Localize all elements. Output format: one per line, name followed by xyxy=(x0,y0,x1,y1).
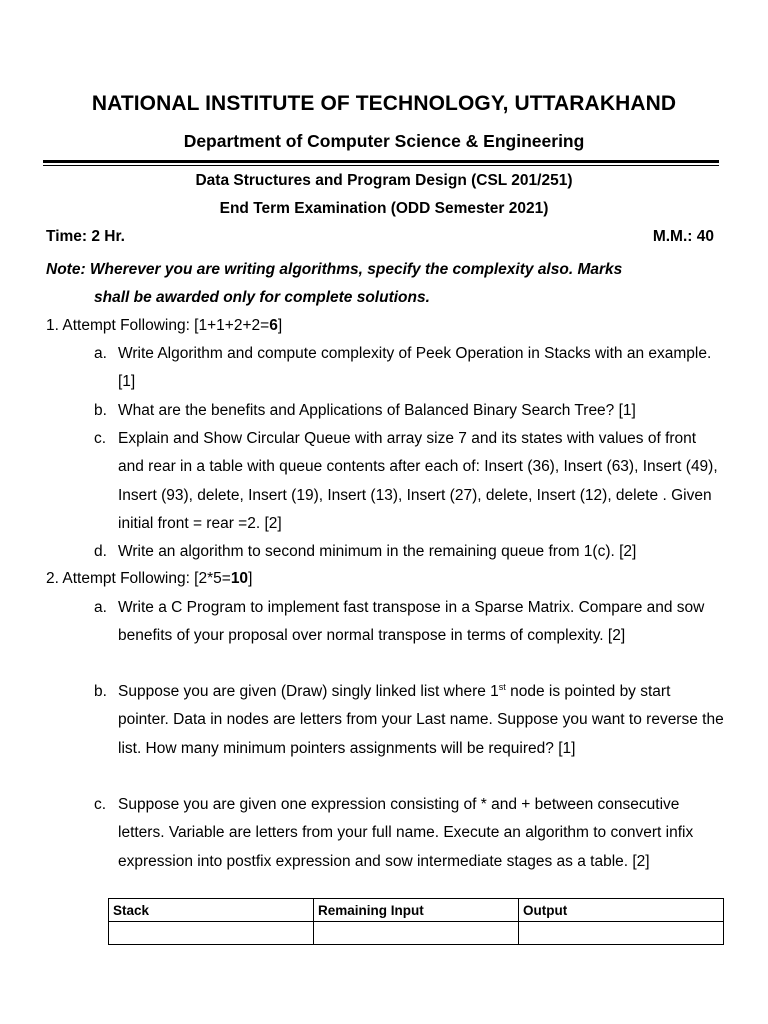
part-label: b. xyxy=(94,402,107,419)
course-title: Data Structures and Program Design (CSL 201/251) xyxy=(195,172,573,189)
question-2-marks: 10 xyxy=(230,570,249,587)
question-2-heading-end: ] xyxy=(248,570,253,587)
conversion-table xyxy=(108,898,724,945)
note-line-2: shall be awarded only for complete solutions. xyxy=(94,289,430,306)
part-text: Write a C Program to implement fast transpose in a Sparse Matrix. Compare and sow benefits of your proposal over normal transpose in terms of complexity. [2] xyxy=(118,599,705,645)
header-rule-thin xyxy=(43,165,719,166)
question-1-heading-end: ] xyxy=(277,317,283,334)
ordinal-suffix: st xyxy=(498,681,506,692)
part-text xyxy=(118,678,724,763)
question-1a xyxy=(94,340,724,397)
question-2b xyxy=(94,678,724,763)
column-header-stack: Stack xyxy=(109,899,314,922)
exam-time: Time: 2 Hr. xyxy=(46,228,125,245)
part-label: c. xyxy=(94,796,107,813)
table-cell-empty xyxy=(109,922,314,945)
part-label: a. xyxy=(94,345,107,362)
question-1-marks: 6 xyxy=(269,317,278,334)
question-2-heading-text: 2. Attempt Following: [2*5= xyxy=(46,570,231,587)
question-2c xyxy=(94,791,724,876)
part-label: c. xyxy=(94,430,107,447)
part-label: b. xyxy=(94,683,107,700)
part-text-end: node is pointed by start pointer. Data in nodes are letters from your Last name. Suppose you want to reverse the list. How many minimum pointers assignments will be required? [1] xyxy=(118,683,724,757)
table-header-row xyxy=(109,899,724,922)
question-2-heading xyxy=(46,565,252,593)
exam-title: End Term Examination (ODD Semester 2021) xyxy=(219,200,549,217)
header-rule-thick xyxy=(43,160,719,163)
question-2a xyxy=(94,594,724,651)
part-text: Explain and Show Circular Queue with array size 7 and its states with values of front and rear in a table with queue contents after each of: Insert (36), Insert (63), Insert (49), Insert (93), delete, Insert (19), Insert (13), Insert (27), delete, Insert (12), delete . Given initial front = rear =2. [2] xyxy=(118,430,718,532)
part-text: Write an algorithm to second minimum in the remaining queue from 1(c). [2] xyxy=(118,543,637,560)
department-name: Department of Computer Science & Engineering xyxy=(183,131,585,151)
part-label: a. xyxy=(94,599,107,616)
column-header-remaining-input: Remaining Input xyxy=(314,899,519,922)
part-text: Write Algorithm and compute complexity of Peek Operation in Stacks with an example. [1] xyxy=(118,345,712,391)
column-header-output: Output xyxy=(519,899,724,922)
question-1c xyxy=(94,425,724,538)
max-marks: M.M.: 40 xyxy=(652,228,714,245)
part-label: d. xyxy=(94,543,107,560)
exam-note xyxy=(46,256,718,312)
institute-name: NATIONAL INSTITUTE OF TECHNOLOGY, UTTARAKHAND xyxy=(91,92,677,115)
table-cell-empty xyxy=(314,922,519,945)
part-text: What are the benefits and Applications of Balanced Binary Search Tree? [1] xyxy=(118,402,636,419)
part-text-start: Suppose you are given (Draw) singly linked list where 1 xyxy=(118,683,499,700)
part-text: Suppose you are given one expression consisting of * and + between consecutive letters. Variable are letters from your full name. Execute an algorithm to convert infix expression into postfix expression and sow intermediate stages as a table. [2] xyxy=(118,796,694,870)
table-row xyxy=(109,922,724,945)
table-cell-empty xyxy=(519,922,724,945)
note-line-1: Note: Wherever you are writing algorithms, specify the complexity also. Marks xyxy=(46,261,623,278)
question-1b xyxy=(94,397,724,425)
question-1-heading xyxy=(46,312,282,340)
question-1d xyxy=(94,538,724,566)
question-1-heading-text: 1. Attempt Following: [1+1+2+2= xyxy=(46,317,270,334)
